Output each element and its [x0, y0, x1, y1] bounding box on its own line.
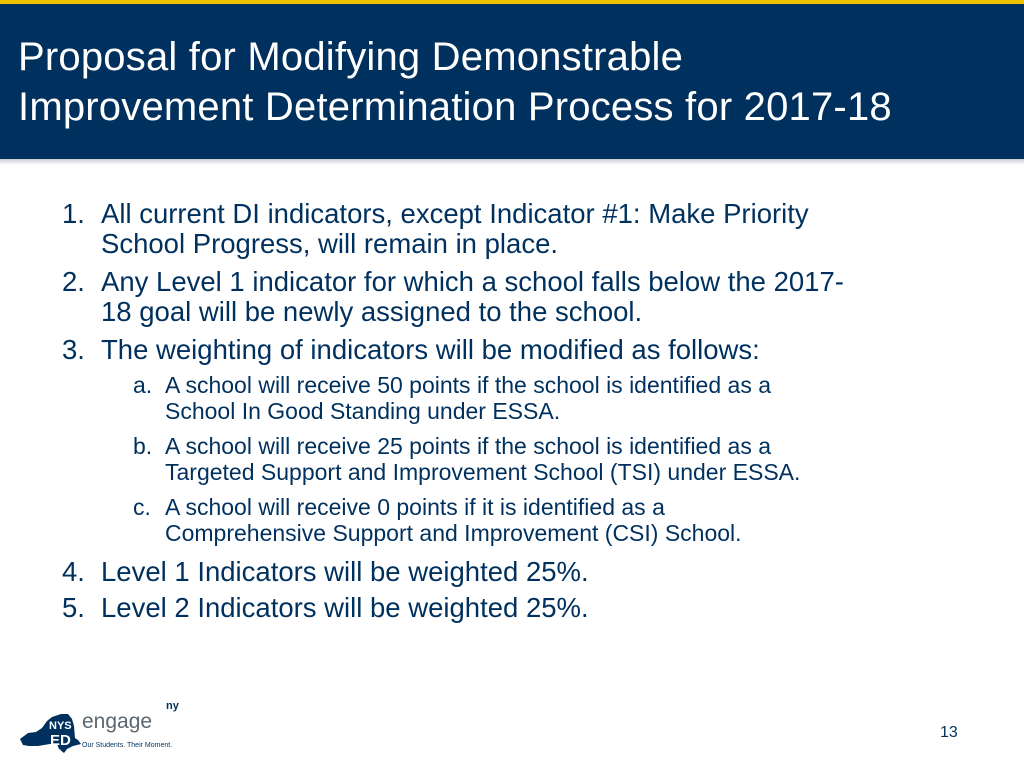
subitem-letter: a.: [133, 372, 153, 398]
item-number: 1.: [62, 198, 85, 229]
item-line: All current DI indicators, except Indicator #1: Make Priority: [101, 198, 809, 229]
item-number: 2.: [62, 266, 85, 297]
slide-title-line: Proposal for Modifying Demonstrable: [18, 35, 684, 79]
item-text: [101, 199, 981, 259]
item-line: Level 2 Indicators will be weighted 25%.: [101, 592, 589, 623]
item-number: 5.: [62, 592, 85, 623]
nys-ed-logo-icon: [18, 709, 85, 754]
item-text: [101, 335, 981, 365]
subitem-line: Targeted Support and Improvement School (TSI) under ESSA.: [165, 459, 801, 485]
item-number: 4.: [62, 556, 85, 587]
subitem-line: A school will receive 50 points if the school is identified as a: [165, 372, 771, 398]
slide-page-number: 13: [940, 724, 958, 741]
subitem-letter: c.: [133, 494, 151, 520]
slide-title-line: Improvement Determination Process for 2017-18: [18, 85, 892, 129]
subitem-text: [165, 494, 985, 546]
item-line: 18 goal will be newly assigned to the school.: [101, 296, 643, 327]
item-line: Any Level 1 indicator for which a school falls below the 2017-: [101, 266, 844, 297]
subitem-text: [165, 372, 985, 424]
subitem-line: A school will receive 0 points if it is identified as a: [165, 494, 665, 520]
ed-logo-text: ED: [50, 732, 71, 749]
logo-small-mark: [38, 732, 50, 744]
engageny-logo: [18, 700, 198, 756]
item-text: [101, 593, 981, 623]
item-line: School Progress, will remain in place.: [101, 228, 558, 259]
subitem-text: [165, 433, 985, 485]
logo-tagline: Our Students. Their Moment.: [82, 742, 173, 749]
subitem-line: A school will receive 25 points if the school is identified as a: [165, 433, 771, 459]
item-line: Level 1 Indicators will be weighted 25%.: [101, 556, 589, 587]
engage-word: engage: [82, 710, 153, 733]
engage-ny-superscript: ny: [166, 700, 179, 712]
gov-logo-text: .gov: [51, 748, 61, 754]
subitem-line: Comprehensive Support and Improvement (CSI) School.: [165, 520, 742, 546]
nys-logo-text-top: NYS: [49, 720, 72, 732]
item-text: [101, 267, 981, 327]
subitem-line: School In Good Standing under ESSA.: [165, 398, 561, 424]
engage-wordmark: [82, 700, 197, 741]
item-text: [101, 557, 981, 587]
item-number: 3.: [62, 334, 85, 365]
item-line: The weighting of indicators will be modified as follows:: [101, 334, 760, 365]
subitem-letter: b.: [133, 433, 153, 459]
